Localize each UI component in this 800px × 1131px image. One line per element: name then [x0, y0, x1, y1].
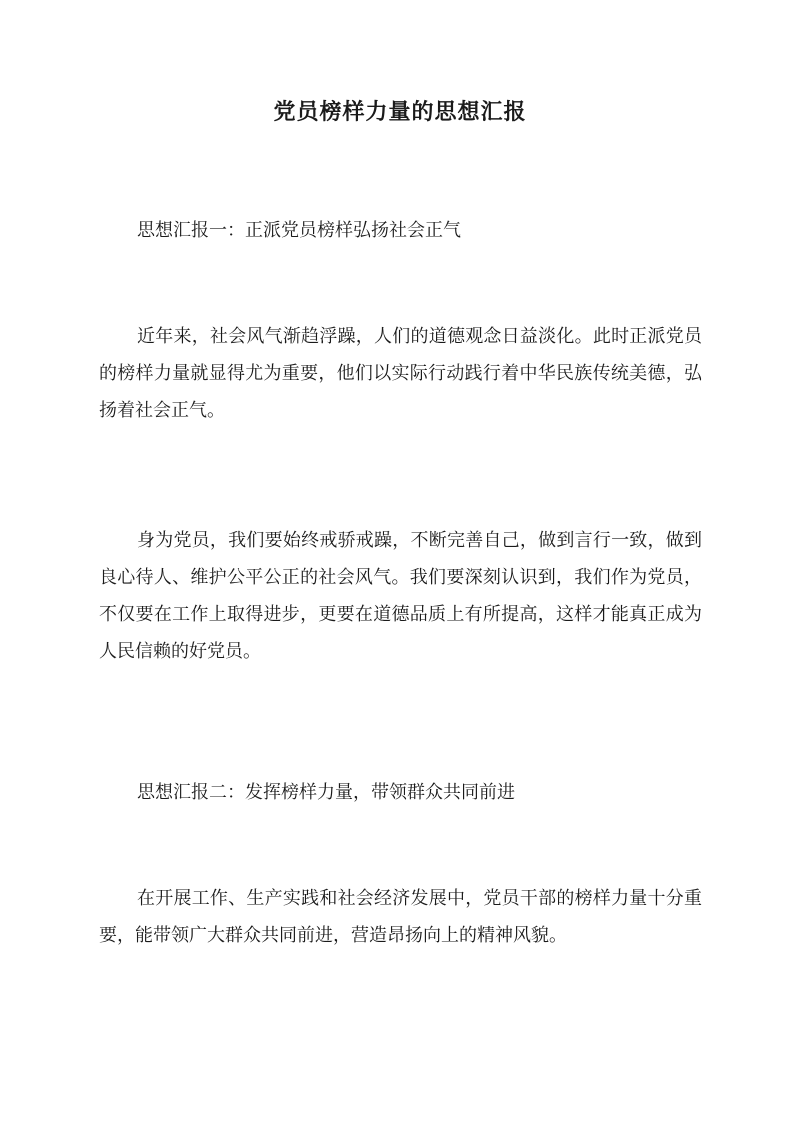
paragraph-3: 在开展工作、生产实践和社会经济发展中，党员干部的榜样力量十分重要，能带领广大群众共同前进，营造昂扬向上的精神风貌。	[99, 888, 702, 946]
section-heading-1: 思想汇报一：正派党员榜样弘扬社会正气	[137, 220, 461, 241]
document-title: 党员榜样力量的思想汇报	[273, 99, 527, 125]
section-heading-2: 思想汇报二：发挥榜样力量，带领群众共同前进	[137, 782, 515, 803]
paragraph-1: 近年来，社会风气渐趋浮躁，人们的道德观念日益淡化。此时正派党员的榜样力量就显得尤为重要，他们以实际行动践行着中华民族传统美德，弘扬着社会正气。	[99, 326, 702, 421]
paragraph-2: 身为党员，我们要始终戒骄戒躁，不断完善自己，做到言行一致，做到良心待人、维护公平公正的社会风气。我们要深刻认识到，我们作为党员，不仅要在工作上取得进步，更要在道德品质上有所提高，这样才能真正成为人民信赖的好党员。	[99, 530, 702, 662]
